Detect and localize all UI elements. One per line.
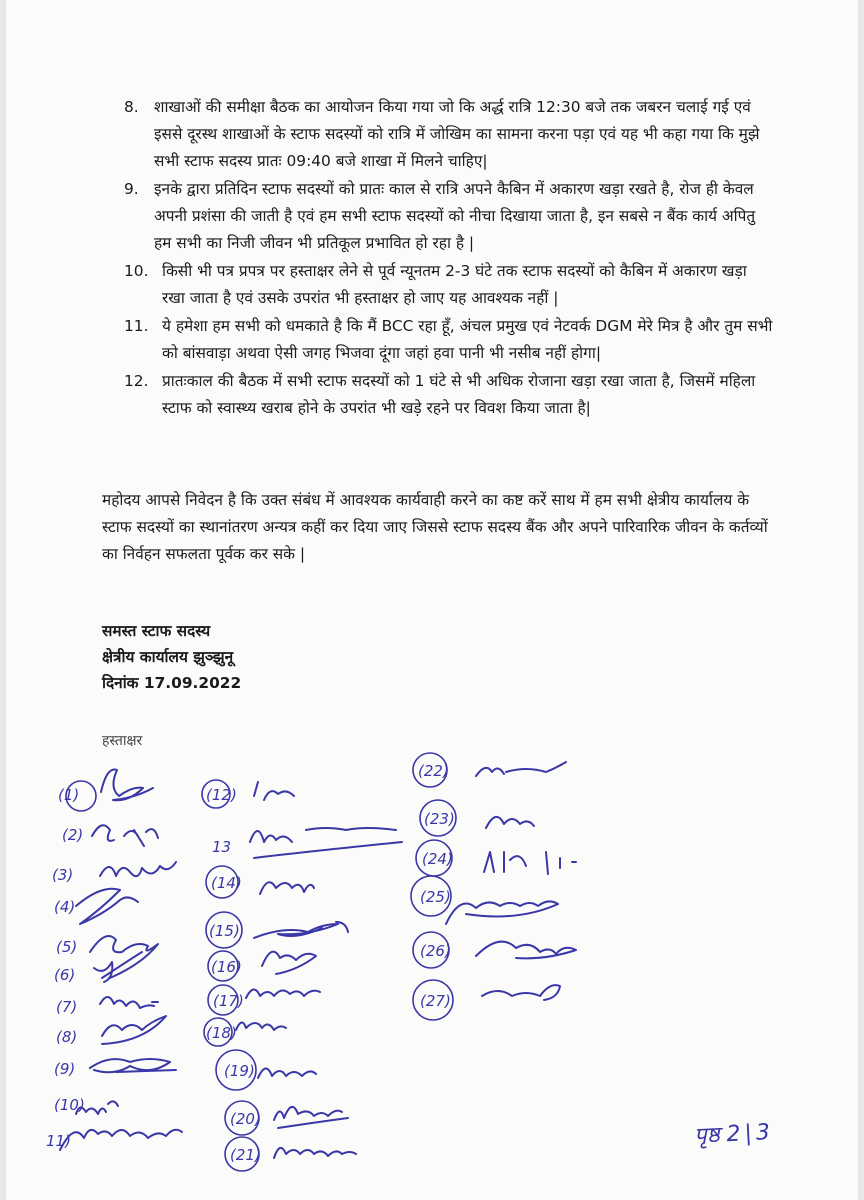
point-text: शाखाओं की समीक्षा बैठक का आयोजन किया गया जो कि अर्द्ध रात्रि 12:30 बजे तक जबरन चलाई गई एवं इससे दूरस्थ शाखाओं के स्टाफ सदस्यों को रात्रि में जोखिम का सामना करना पड़ा एवं यह भी कहा गया कि मुझे सभी स्टाफ सदस्य प्रातः 09:40 बजे शाखा में मिलने चाहिए| [154, 98, 760, 170]
signature-number: (6) [54, 966, 76, 984]
signature-26 [476, 942, 576, 959]
signature-22 [476, 762, 566, 776]
point-number: 11. [124, 317, 149, 335]
page-number-label: पृष्ठ [693, 1122, 721, 1149]
point-text: प्रातःकाल की बैठक में सभी स्टाफ सदस्यों को 1 घंटे से भी अधिक रोजाना खड़ा रखा जाता है, जिसमें महिला स्टाफ को स्वास्थ्य खराब होने के उपरांत भी खड़े रहने पर विवश किया जाता है| [162, 372, 756, 417]
signature-number: (7) [56, 998, 78, 1016]
signature-25 [446, 901, 558, 924]
signature-number: (17) [213, 992, 244, 1010]
signature-number: (3) [52, 866, 74, 884]
signature-number: (1) [58, 786, 80, 804]
signature-16 [262, 952, 316, 974]
signature-1 [101, 769, 153, 800]
signature-2 [92, 825, 158, 846]
signature-number: (9) [54, 1060, 76, 1078]
signature-9 [90, 1059, 176, 1072]
closing-sender: समस्त स्टाफ सदस्य [102, 622, 211, 640]
signature-number: (8) [56, 1028, 78, 1046]
point-number: 10. [124, 262, 149, 280]
signature-number: (15) [209, 922, 240, 940]
point-number: 9. [124, 180, 139, 198]
signature-number: (22) [418, 762, 449, 780]
signature-number: (5) [56, 938, 78, 956]
closing-office: क्षेत्रीय कार्यालय झुञ्झुनू [102, 648, 234, 666]
signature-number: (14) [211, 874, 242, 892]
signature-19 [258, 1068, 316, 1078]
signature-11 [60, 1130, 182, 1150]
signature-number: (26) [420, 942, 451, 960]
signature-12 [254, 782, 294, 800]
signature-18 [236, 1022, 286, 1030]
signature-27 [482, 985, 560, 1000]
request-paragraph: महोदय आपसे निवेदन है कि उक्त संबंध में आवश्यक कार्यवाही करने का कष्ट करें साथ में हम सभी क्षेत्रीय कार्यालय के स्टाफ सदस्यों का स्थानांतरण अन्यत्र कहीं कर दिया जाए जिससे स्टाफ सदस्य बैंक और अपने पारिवारिक जीवन के कर्तव्यों का निर्वहन सफलता पूर्वक कर सके | [102, 491, 768, 563]
point-text: किसी भी पत्र प्रपत्र पर हस्ताक्षर लेने से पूर्व न्यूनतम 2-3 घंटे तक स्टाफ सदस्यों को कैबिन में अकारण खड़ा रखा जाता है एवं उसके उपरांत भी हस्ताक्षर हो जाए यह आवश्यक नहीं | [162, 262, 747, 307]
signature-number: 13 [212, 838, 232, 856]
page-number: पृष्ठ 2 | 3 [693, 1120, 771, 1149]
signature-number: (12) [206, 786, 237, 804]
point-text: ये हमेशा हम सभी को धमकाते है कि मैं BCC रहा हूँ, अंचल प्रमुख एवं नेटवर्क DGM मेरे मित्र है और तुम सभी को बांसवाड़ा अथवा ऐसी जगह भिजवा दूंगा जहां हवा पानी भी नसीब नहीं होगा| [162, 317, 773, 362]
signature-number: (21) [230, 1146, 261, 1164]
signature-8 [102, 1016, 166, 1044]
signature-13 [250, 828, 402, 858]
closing-date: दिनांक 17.09.2022 [102, 674, 242, 692]
signature-number: (4) [54, 898, 76, 916]
signature-number: (24) [422, 850, 453, 868]
page-number-current: 2 [725, 1121, 742, 1148]
signature-number: (20) [230, 1110, 261, 1128]
signature-number: (25) [420, 888, 451, 906]
signatures-heading: हस्ताक्षर [102, 733, 143, 749]
signature-20 [274, 1107, 348, 1128]
signature-number: (16) [211, 958, 242, 976]
signature-number: 11) [46, 1132, 71, 1150]
point-text: इनके द्वारा प्रतिदिन स्टाफ सदस्यों को प्रातः काल से रात्रि अपने कैबिन में अकारण खड़ा रखते है, रोज ही केवल अपनी प्रशंसा की जाती है एवं हम सभी स्टाफ सदस्यों को नीचा दिखाया जाता है, इन सबसे न बैंक कार्य अपितु हम सभी का निजी जीवन भी प्रतिकूल प्रभावित हो रहा है | [154, 180, 756, 252]
signature-number: (27) [420, 992, 451, 1010]
signature-number: (2) [62, 826, 84, 844]
signature-7 [100, 997, 158, 1008]
page-number-total: 3 [755, 1120, 771, 1146]
signature-number: (23) [424, 810, 455, 828]
signature-number: (18) [206, 1024, 237, 1042]
signatures-area [6, 0, 864, 1200]
handwritten-signatures [6, 0, 864, 1200]
signature-4 [76, 889, 138, 924]
signature-3 [100, 862, 176, 876]
signature-21 [274, 1148, 356, 1158]
signature-23 [486, 817, 534, 828]
point-number: 12. [124, 372, 149, 390]
signature-17 [246, 989, 320, 998]
signature-14 [260, 882, 314, 894]
signature-number: (19) [224, 1062, 255, 1080]
point-number: 8. [124, 98, 139, 116]
signature-number: (10) [54, 1096, 85, 1114]
signature-6 [94, 952, 142, 982]
signature-15 [254, 922, 348, 938]
signature-24 [484, 852, 576, 874]
